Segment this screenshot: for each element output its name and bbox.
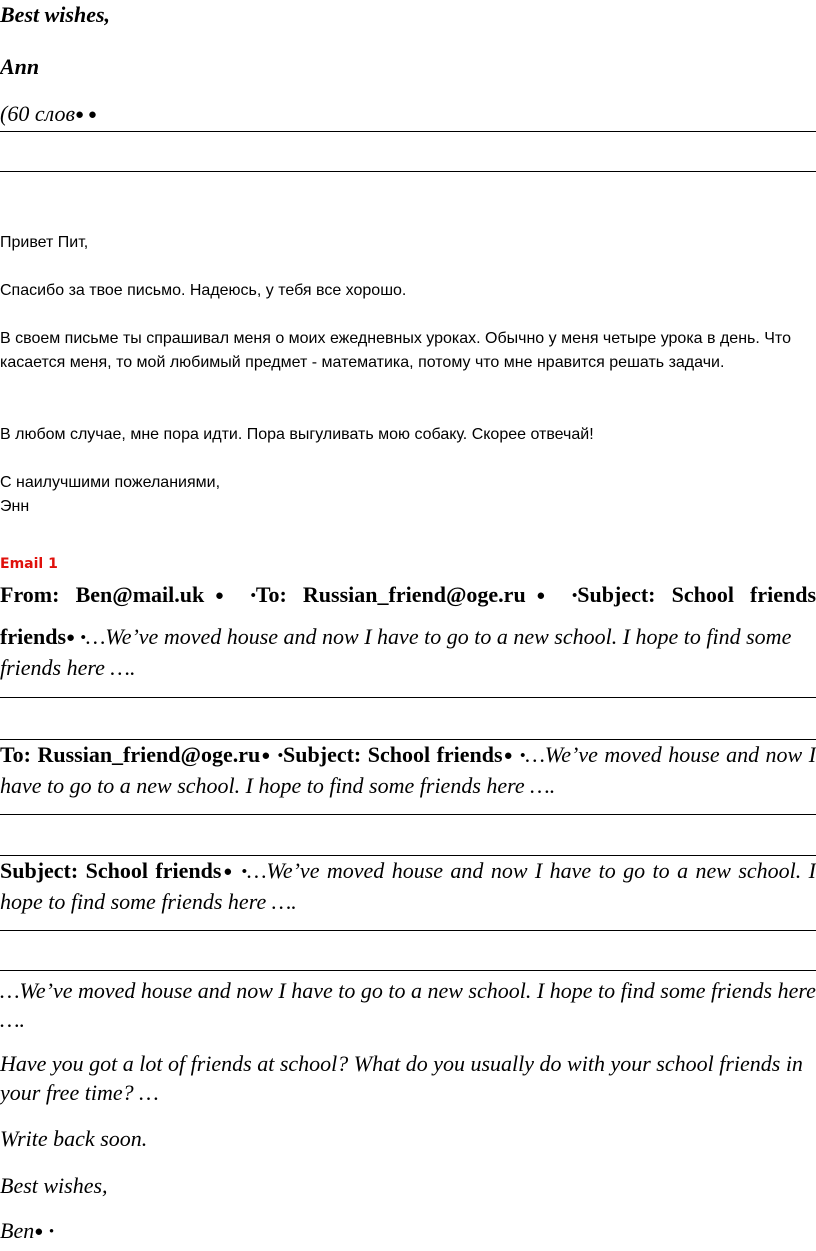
answer-line xyxy=(0,970,816,971)
answer-line xyxy=(0,814,816,815)
letter-thanks: Спасибо за твое письмо. Надеюсь, у тебя все хорошо. xyxy=(0,282,407,299)
letter-closing: В любом случае, мне пора идти. Пора выгуливать мою собаку. Скорее отвечай! xyxy=(0,426,594,443)
answer-line xyxy=(0,697,816,698)
email-sender: Ben● • xyxy=(0,1218,55,1243)
email-body-block-2: To: Russian_friend@oge.ru● •Subject: School friends● •…We’ve moved house and now I have to go to a new school. I hope to find some friends here …. xyxy=(0,742,816,798)
bullet-marks: ● ● xyxy=(75,107,97,123)
answer-line xyxy=(0,131,816,132)
letter-lessons: В своем письме ты спрашивал меня о моих ежедневных уроках. Обычно у меня четыре урока в день. Что касается меня, то мой любимый предмет - математика, потому что мне нравится решать задачи. xyxy=(0,330,791,371)
email-best-wishes: Best wishes, xyxy=(0,1173,108,1198)
answer-line xyxy=(0,171,816,172)
email-write-back: Write back soon. xyxy=(0,1126,148,1151)
word-count-note: (60 слов● ● xyxy=(0,101,97,126)
email-label: Email 1 xyxy=(0,556,58,572)
letter-greeting: Привет Пит, xyxy=(0,234,89,251)
email-body-block-3: Subject: School friends● •…We’ve moved house and now I have to go to a new school. I hope to find some friends here …. xyxy=(0,858,816,914)
to-address: Russian_friend@oge.ru● •Subject: xyxy=(302,582,656,607)
email-header-line: From: Ben@mail.uk● •To: Russian_friend@oge.ru● •Subject: School friends xyxy=(0,582,816,607)
email-header-block xyxy=(0,580,816,611)
letter-regards: С наилучшими пожеланиями, xyxy=(0,474,221,491)
letter-signature: Энн xyxy=(0,498,30,515)
best-wishes-heading: Best wishes, xyxy=(0,2,111,27)
email-body-block-1: friends● •…We’ve moved house and now I have to go to a new school. I hope to find some friends here …. xyxy=(0,624,792,680)
author-name: Ann xyxy=(0,54,40,79)
email-body-text: …We’ve moved house and now I have to go to a new school. I hope to find some friends here …. xyxy=(0,978,816,1032)
from-address: Ben@mail.uk● •To: xyxy=(75,582,287,607)
email-questions: Have you got a lot of friends at school? What do you usually do with your school friends in your free time? … xyxy=(0,1051,803,1105)
answer-line xyxy=(0,930,816,931)
